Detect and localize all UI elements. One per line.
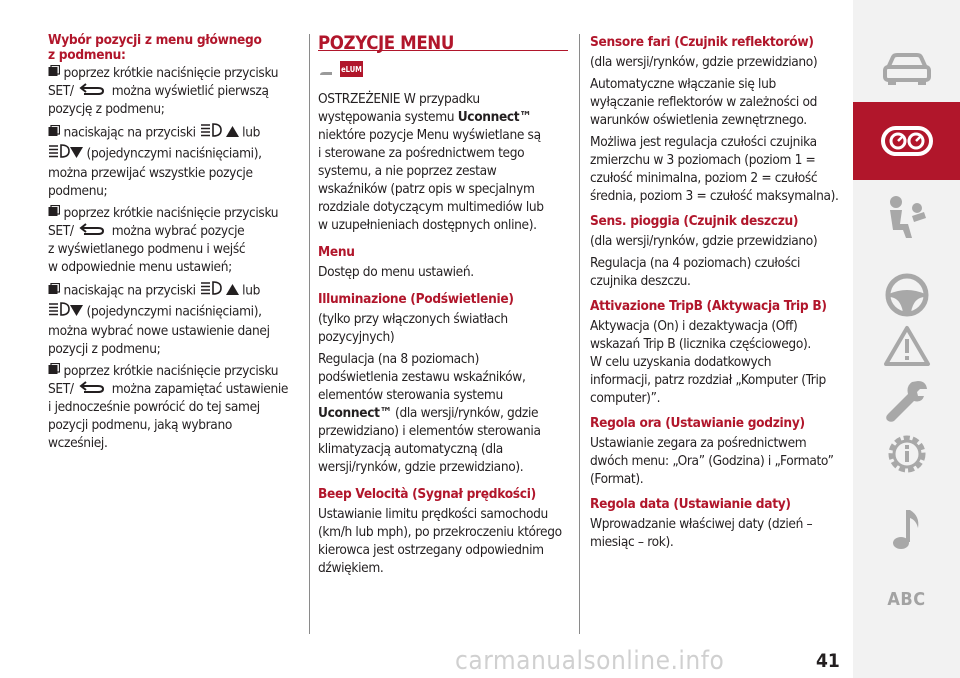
bullet-box-icon	[48, 362, 60, 380]
page-number: 41	[816, 650, 840, 672]
menu-text: Dostęp do menu ustawień.	[318, 264, 474, 280]
warning-paragraph: OSTRZEŻENIE W przypadku występowania systemu Uconnect™ niektóre pozycje Menu wyświetlane są i sterowane za pośrednictwem tego systemu, a nie poprzez zestaw wskaźników (patrz opis w specjalnym rozdziale dotyczącym multimediów lub w uzupełnieniach dostępnych online).	[318, 91, 544, 233]
title-rule	[318, 50, 568, 51]
menu-heading: Menu	[318, 244, 355, 260]
submenu-heading: Wybór pozycji z menu głównego z podmenu:	[48, 32, 262, 63]
sidebar-item-dashboard[interactable]	[853, 102, 960, 180]
speed-beep-heading: Beep Velocità (Sygnał prędkości)	[318, 486, 536, 502]
rain-sensor-heading: Sens. pioggia (Czujnik deszczu)	[590, 213, 799, 229]
clock-text: Ustawianie zegara za pośrednictwem dwóch menu: „Ora” (Godzina) i „Formato” (Format).	[590, 435, 834, 487]
rain-sensor-text-2: Regulacja (na 4 poziomach) czułości czujnika deszczu.	[590, 255, 801, 289]
bullet-box-icon	[48, 282, 60, 300]
headlight-icon	[48, 301, 70, 322]
back-arrow-icon	[78, 222, 106, 240]
bullet-box-icon	[48, 64, 60, 82]
sidebar-item-safety[interactable]	[853, 178, 960, 256]
up-triangle-icon	[226, 282, 239, 300]
illumination-heading: Illuminazione (Podświetlenie)	[318, 291, 514, 307]
headlight-sensor-text-3: Możliwa jest regulacja czułości czujnika zmierzchu w 3 poziomach (poziom 1 = czułość minimalna, poziom 2 = czułość średnia, poziom 3 = czułość maksymalna).	[590, 134, 839, 204]
headlight-icon	[200, 280, 222, 301]
back-arrow-icon	[78, 380, 106, 398]
elum-badge-text: eLUM	[341, 65, 362, 74]
trip-b-heading: Attivazione TripB (Aktywacja Trip B)	[590, 298, 827, 314]
down-triangle-icon	[70, 145, 83, 163]
sidebar-item-index[interactable]	[853, 560, 960, 638]
back-arrow-icon	[78, 82, 106, 100]
sidebar-item-car[interactable]	[853, 30, 960, 108]
column-divider-1	[309, 34, 310, 634]
bullet-box-icon	[48, 124, 60, 142]
column-2	[318, 58, 570, 577]
illumination-text-2: Regulacja (na 8 poziomach) podświetlenia zestawu wskaźników, elementów sterowania systemu Uconnect™ (dla wersji/rynków, gdzie przewidziano) i elementów sterowania klimatyzacją automatyczną (dla wersji/rynków, gdzie przewidziano).	[318, 351, 541, 475]
sidebar-item-technical-data[interactable]	[853, 414, 960, 494]
watermark: carmanualsonline.info	[455, 646, 725, 676]
headlight-sensor-heading: Sensore fari (Czujnik reflektorów)	[590, 34, 814, 50]
bullet-box-icon	[48, 204, 60, 222]
elum-badge-icon	[318, 58, 570, 82]
trip-b-text: Aktywacja (On) i dezaktywacja (Off) wskazań Trip B (licznika częściowego). W celu uzyskania dodatkowych informacji, patrz rozdział „Komputer (Trip computer)”.	[590, 318, 826, 406]
clock-heading: Regola ora (Ustawianie godziny)	[590, 415, 805, 431]
car-icon	[882, 52, 932, 86]
headlight-icon	[48, 143, 70, 164]
bullet-4: naciskając na przyciski lub (pojedynczymi naciśnięciami), można wybrać nowe ustawienie danej pozycji z podmenu;	[48, 280, 300, 358]
column-divider-2	[579, 34, 580, 634]
headlight-sensor-text-2: Automatyczne włączanie się lub wyłączanie reflektorów w zależności od warunków oświetlenia zewnętrznego.	[590, 76, 818, 128]
column-1	[48, 0, 300, 452]
rain-sensor-text-1: (dla wersji/rynków, gdzie przewidziano)	[590, 233, 818, 249]
abc-index-label: ABC	[887, 588, 926, 610]
bullet-5: poprzez krótkie naciśnięcie przycisku SET/ można zapamiętać ustawienie i jednocześnie powrócić do tej samej pozycji podmenu, jaką wybrano wcześniej.	[48, 363, 289, 451]
dashboard-instruments-icon	[881, 124, 933, 158]
bullet-2: naciskając na przyciski lub (pojedynczymi naciśnięciami), można przewijać wszystkie pozycje podmenu;	[48, 122, 300, 200]
music-note-icon	[890, 506, 924, 552]
date-text: Wprowadzanie właściwej daty (dzień – miesiąc – rok).	[590, 516, 813, 550]
sidebar-item-multimedia[interactable]	[853, 490, 960, 568]
down-triangle-icon	[70, 303, 83, 321]
illumination-text-1: (tylko przy włączonych światłach pozycyjnych)	[318, 311, 508, 345]
column-3	[590, 0, 840, 551]
bullet-1: poprzez krótkie naciśnięcie przycisku SET/ można wyświetlić pierwszą pozycję z podmenu;	[48, 65, 279, 117]
bullet-3: poprzez krótkie naciśnięcie przycisku SET/ można wybrać pozycje z wyświetlanego podmenu i wejść w odpowiednie menu ustawień;	[48, 205, 279, 275]
date-heading: Regola data (Ustawianie daty)	[590, 496, 791, 512]
airbag-person-icon	[884, 194, 930, 240]
gear-info-icon	[884, 431, 930, 477]
headlight-icon	[200, 122, 222, 143]
menu-section-title: POZYCJE MENU	[318, 33, 454, 54]
speed-beep-text: Ustawianie limitu prędkości samochodu (km/h lub mph), po przekroczeniu którego kierowca jest ostrzegany odpowiednim dźwiękiem.	[318, 506, 562, 576]
chapter-sidebar	[853, 0, 960, 678]
headlight-sensor-text-1: (dla wersji/rynków, gdzie przewidziano)	[590, 54, 818, 70]
up-triangle-icon	[226, 124, 239, 142]
